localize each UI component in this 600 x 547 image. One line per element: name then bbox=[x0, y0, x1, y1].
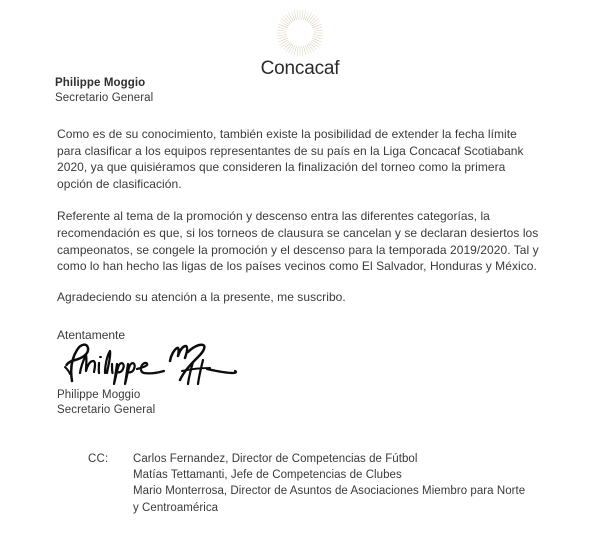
body-paragraph-1: Como es de su conocimiento, también existe la posibilidad de extender la fecha límite para clasificar a los equipos representantes de su país en la Liga Concacaf Scotiabank 2020, ya que quisiéramos que consideren la finalización del torneo como la primera opción de clasificación. bbox=[57, 127, 524, 191]
signature-title: Secretario General bbox=[57, 403, 156, 416]
body-paragraph-3: Agradeciendo su atención a la presente, me suscribo. bbox=[57, 289, 346, 304]
sender-name: Philippe Moggio bbox=[55, 77, 146, 89]
signature-name-block bbox=[57, 388, 357, 417]
letterhead bbox=[0, 6, 600, 80]
concacaf-sunburst-icon bbox=[269, 6, 331, 60]
body-paragraph-2: Referente al tema de la promoción y descenso entra las diferentes categorías, la recomendación es que, si los torneos de clausura se cancelan y se declaran desiertos los campeonatos, se congele la promoción y el descenso para la temporada 2019/2020. Tal y como lo han hecho las ligas de los países vecinos como El Salvador, Honduras y México. bbox=[57, 209, 539, 274]
cc-recipient: y Centroamérica bbox=[133, 501, 219, 514]
cc-recipient: Matías Tettamanti, Jefe de Competencias de Clubes bbox=[133, 469, 402, 482]
closing-salutation: Atentamente bbox=[57, 328, 126, 343]
concacaf-wordmark: Concacaf bbox=[260, 58, 340, 79]
cc-block bbox=[88, 451, 563, 516]
cc-recipient-list bbox=[133, 451, 563, 516]
letter-body bbox=[57, 126, 544, 344]
signature-block bbox=[57, 338, 357, 417]
cc-recipient: Mario Monterrosa, Director de Asuntos de Asociaciones Miembro para Norte bbox=[133, 485, 526, 498]
handwritten-signature-icon bbox=[57, 338, 247, 386]
cc-recipient: Carlos Fernandez, Director de Competencias de Fútbol bbox=[133, 453, 418, 465]
signature-name: Philippe Moggio bbox=[57, 389, 141, 401]
sender-block bbox=[55, 76, 153, 105]
cc-label: CC: bbox=[88, 453, 109, 465]
sender-title: Secretario General bbox=[55, 91, 154, 104]
